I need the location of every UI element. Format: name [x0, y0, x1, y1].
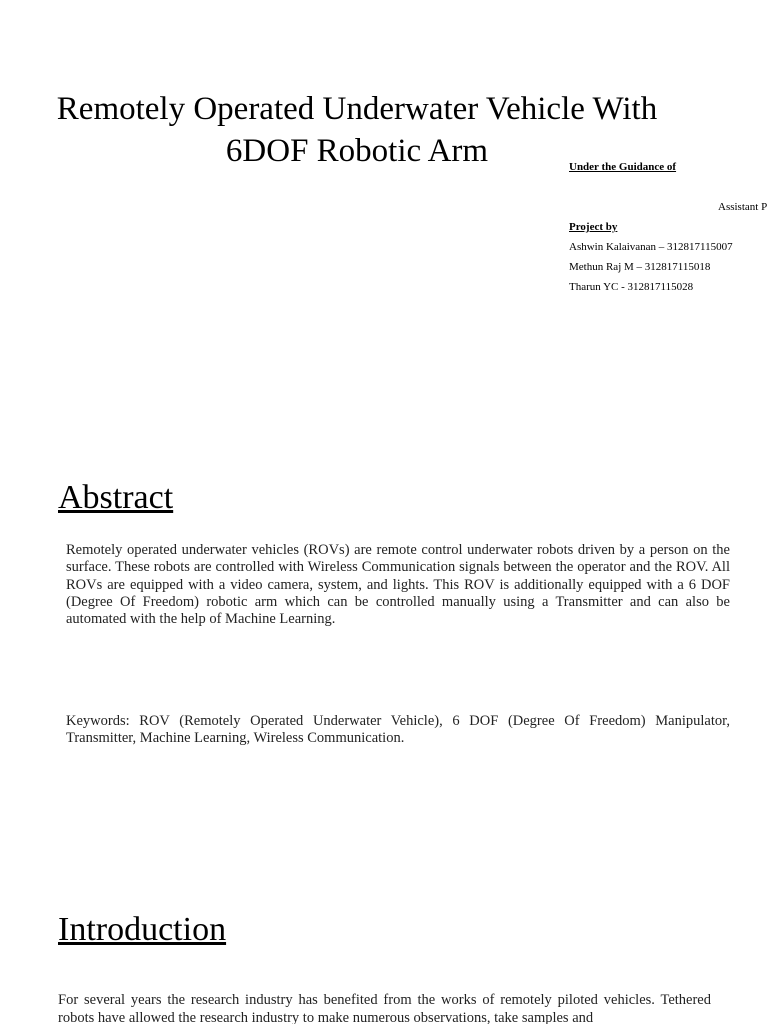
team-member: Ashwin Kalaivanan – 312817115007	[569, 241, 733, 253]
project-by-label: Project by	[569, 221, 618, 233]
credits-block	[569, 157, 768, 293]
team-member: Methun Raj M – 312817115018	[569, 261, 711, 273]
title-line-1: Remotely Operated Underwater Vehicle With	[56, 91, 658, 127]
assistant-professor-text: Assistant P	[718, 201, 768, 213]
abstract-paragraph: Remotely operated underwater vehicles (ROVs) are remote control underwater robots driven by a person on the surface. These robots are controlled with Wireless Communication signals between the operator and the ROV. All ROVs are equipped with a video camera, system, and lights. This ROV is additionally equipped with a 6 DOF (Degree Of Freedom) robotic arm which can be controlled manually using a Transmitter and can also be automated with the help of Machine Learning.	[66, 542, 730, 628]
team-member: Tharun YC - 312817115028	[569, 281, 694, 293]
project-block	[569, 217, 733, 297]
guidance-label: Under the Guidance of	[569, 161, 677, 173]
introduction-heading: Introduction	[58, 911, 227, 948]
title-line-2: 6DOF Robotic Arm	[225, 133, 489, 169]
keywords-paragraph: Keywords: ROV (Remotely Operated Underwater Vehicle), 6 DOF (Degree Of Freedom) Manipulator, Transmitter, Machine Learning, Wireless Communication.	[66, 713, 730, 747]
abstract-heading: Abstract	[58, 479, 174, 516]
introduction-paragraph: For several years the research industry has benefited from the works of remotely piloted vehicles. Tethered robots have allowed the research industry to make numerous observations, take samples and	[58, 992, 711, 1024]
